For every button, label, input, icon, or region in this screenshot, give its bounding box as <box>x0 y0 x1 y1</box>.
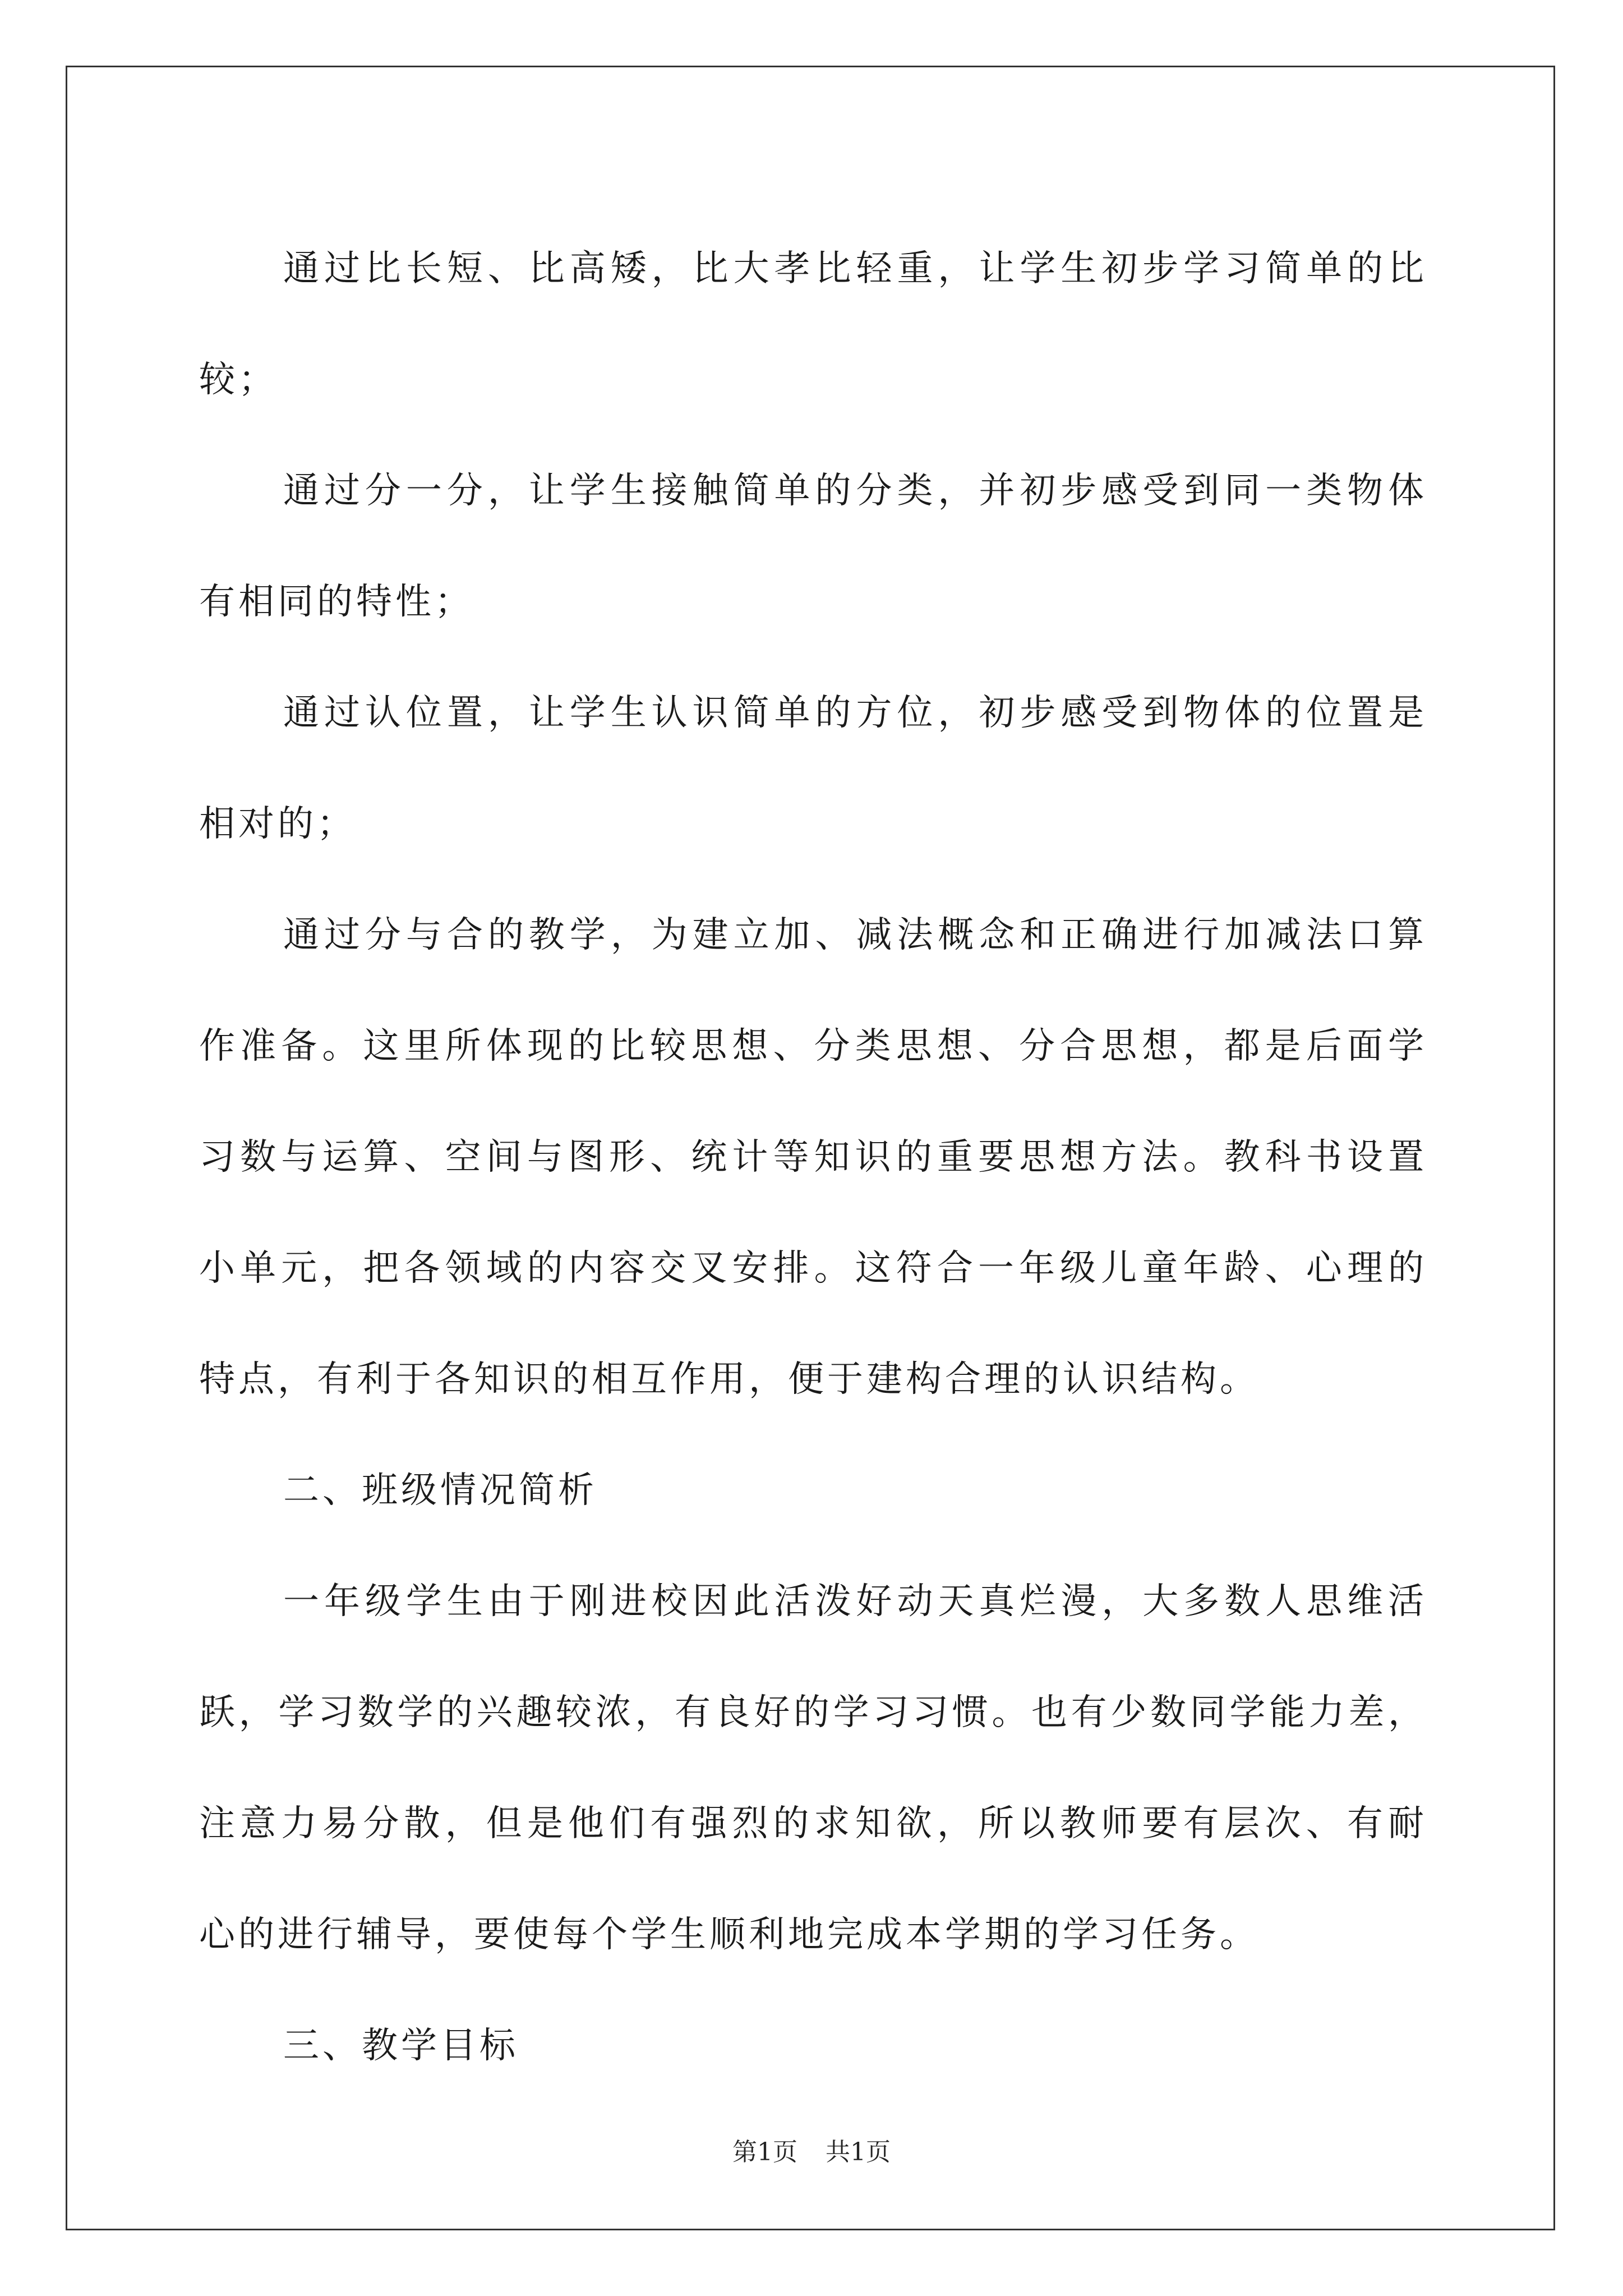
page-footer <box>0 2132 1623 2168</box>
section-heading <box>199 1435 1427 1546</box>
document-body <box>199 213 1427 2101</box>
text-line: 较； <box>199 359 278 401</box>
text-line: 注意力易分散，但是他们有强烈的求知欲，所以教师要有层次、有耐 <box>199 1803 1427 1844</box>
text-line: 相对的； <box>199 803 356 845</box>
text-line: 心的进行辅导，要使每个学生顺利地完成本学期的学习任务。 <box>199 1914 1259 1955</box>
paragraph <box>199 1546 1427 1990</box>
text-line: 通过比长短、比高矮，比大孝比轻重，让学生初步学习简单的比 <box>283 248 1427 289</box>
text-line: 作准备。这里所体现的比较思想、分类思想、分合思想，都是后面学 <box>199 1025 1427 1067</box>
section-heading <box>199 1990 1427 2101</box>
text-line: 三、教学目标 <box>283 2025 519 2067</box>
text-line: 特点，有利于各知识的相互作用，便于建构合理的认识结构。 <box>199 1359 1259 1400</box>
text-line: 通过分一分，让学生接触简单的分类，并初步感受到同一类物体 <box>283 470 1427 512</box>
text-line: 有相同的特性； <box>199 581 474 623</box>
text-line: 通过认位置，让学生认识简单的方位，初步感受到物体的位置是 <box>283 692 1427 734</box>
paragraph <box>199 880 1427 1435</box>
paragraph <box>199 435 1427 657</box>
text-line: 习数与运算、空间与图形、统计等知识的重要思想方法。教科书设置 <box>199 1137 1427 1178</box>
page-number: 第1页 <box>732 2138 797 2166</box>
text-line: 一年级学生由于刚进校因此活泼好动天真烂漫，大多数人思维活 <box>283 1581 1427 1622</box>
page-total: 共1页 <box>826 2138 891 2166</box>
paragraph <box>199 213 1427 435</box>
text-line: 小单元，把各领域的内容交叉安排。这符合一年级儿童年龄、心理的 <box>199 1248 1427 1289</box>
paragraph <box>199 657 1427 880</box>
text-line: 跃，学习数学的兴趣较浓，有良好的学习习惯。也有少数同学能力差， <box>199 1692 1427 1733</box>
text-line: 通过分与合的教学，为建立加、减法概念和正确进行加减法口算 <box>283 914 1427 956</box>
text-line: 二、班级情况简析 <box>283 1470 597 1511</box>
